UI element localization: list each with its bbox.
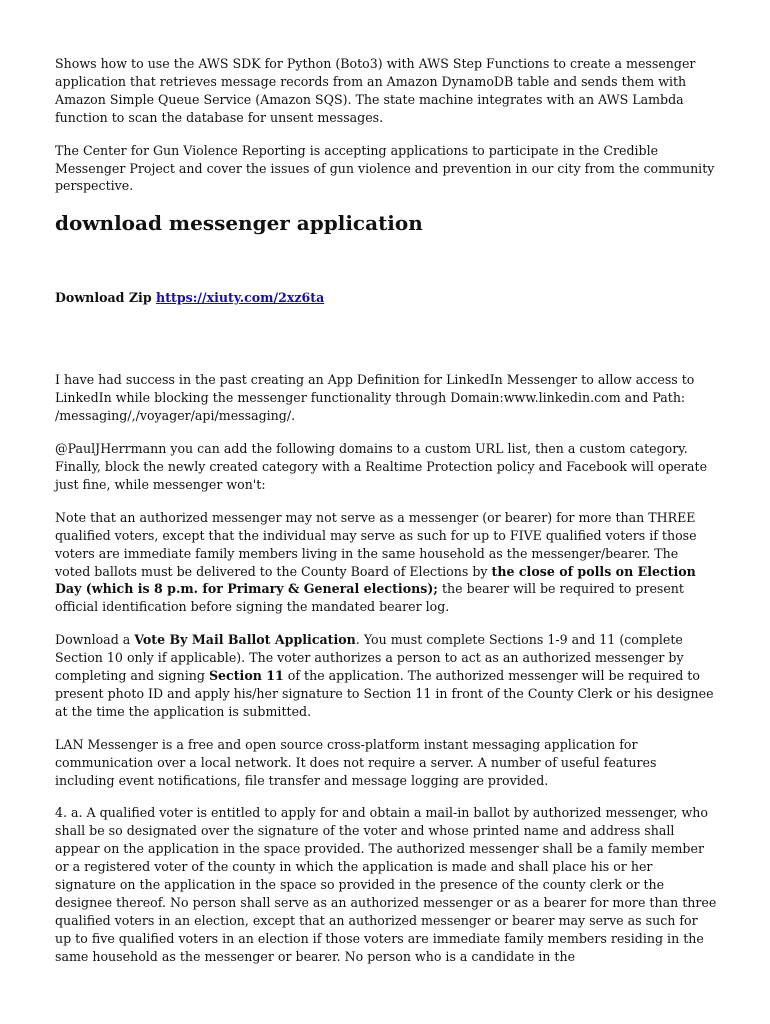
section-heading: download messenger application (55, 211, 423, 236)
paragraph-authorized-messenger (55, 509, 717, 616)
bold-application-title: Vote By Mail Ballot Application (134, 632, 356, 648)
bold-deadline: the close of polls on Election Day (which is 8 p.m. for Primary & General elections); (55, 563, 696, 597)
text-run: Note that an authorized messenger may not serve as a messenger (or bearer) for more than THREE qualified voters, except that the individual may serve as such for up to FIVE qualified voters if those voters are immediate family members living in the same household as the messenger/bearer. The voted ballots must be delivered to the County Board of Elections by (55, 509, 697, 579)
download-label: Download Zip (55, 290, 152, 306)
paragraph-lan-messenger: LAN Messenger is a free and open source cross-platform instant messaging application for communication over a local network. It does not require a server. A number of useful features including event notifications, file transfer and message logging are provided. (55, 736, 657, 788)
download-line (55, 289, 717, 307)
text-run: the bearer will be required to present official identification before signing the mandated bearer log. (55, 581, 684, 615)
download-link[interactable]: https://xiuty.com/2xz6ta (156, 290, 325, 306)
paragraph-qualified-voter: 4. a. A qualified voter is entitled to apply for and obtain a mail-in ballot by authorized messenger, who shall be so designated over the signature of the voter and whose printed name and address shall appear on the application in the space provided. The authorized messenger shall be a family member or a registered voter of the county in which the application is made and shall place his or her signature on the application in the space so provided in the presence of the county clerk or the designee thereof. No person shall serve as an authorized messenger or as a bearer for more than three qualified voters in an election, except that an authorized messenger or bearer may serve as such for up to five qualified voters in an election if those voters are immediate family members residing in the same household as the messenger or bearer. No person who is a candidate in the (55, 805, 717, 964)
paragraph-gun-violence: The Center for Gun Violence Reporting is accepting applications to participate in the Credible Messenger Project and cover the issues of gun violence and prevention in our city from the community perspective. (55, 142, 715, 194)
bold-section-11: Section 11 (208, 668, 284, 684)
document-body (55, 55, 717, 981)
paragraph-linkedin: I have had success in the past creating an App Definition for LinkedIn Messenger to allow access to LinkedIn while blocking the messenger functionality through Domain:www.linkedin.com and Path: /messaging/,/voyager/api/messaging/. (55, 372, 695, 424)
text-run: Download a (55, 632, 135, 648)
text-run: of the application. The authorized messenger will be required to present photo ID and apply his/her signature to Section 11 in front of the County Clerk or his designee at the time the application is submitted. (55, 668, 714, 719)
text-run: . You must complete Sections 1-9 and 11 (complete Section 10 only if applicable). The voter authorizes a person to act as an authorized messenger by completing and signing (55, 632, 684, 684)
paragraph-pauljherrmann: @PaulJHerrmann you can add the following domains to a custom URL list, then a custom category. Finally, block the newly created category with a Realtime Protection policy and Facebook will operate just fine, while messenger won't: (55, 441, 708, 492)
paragraph-vote-by-mail (55, 631, 717, 721)
paragraph-aws-boto3: Shows how to use the AWS SDK for Python (Boto3) with AWS Step Functions to create a messenger application that retrieves message records from an Amazon DynamoDB table and sends them with Amazon Simple Queue Service (Amazon SQS). The state machine integrates with an AWS Lambda function to scan the database for unsent messages. (55, 56, 696, 125)
